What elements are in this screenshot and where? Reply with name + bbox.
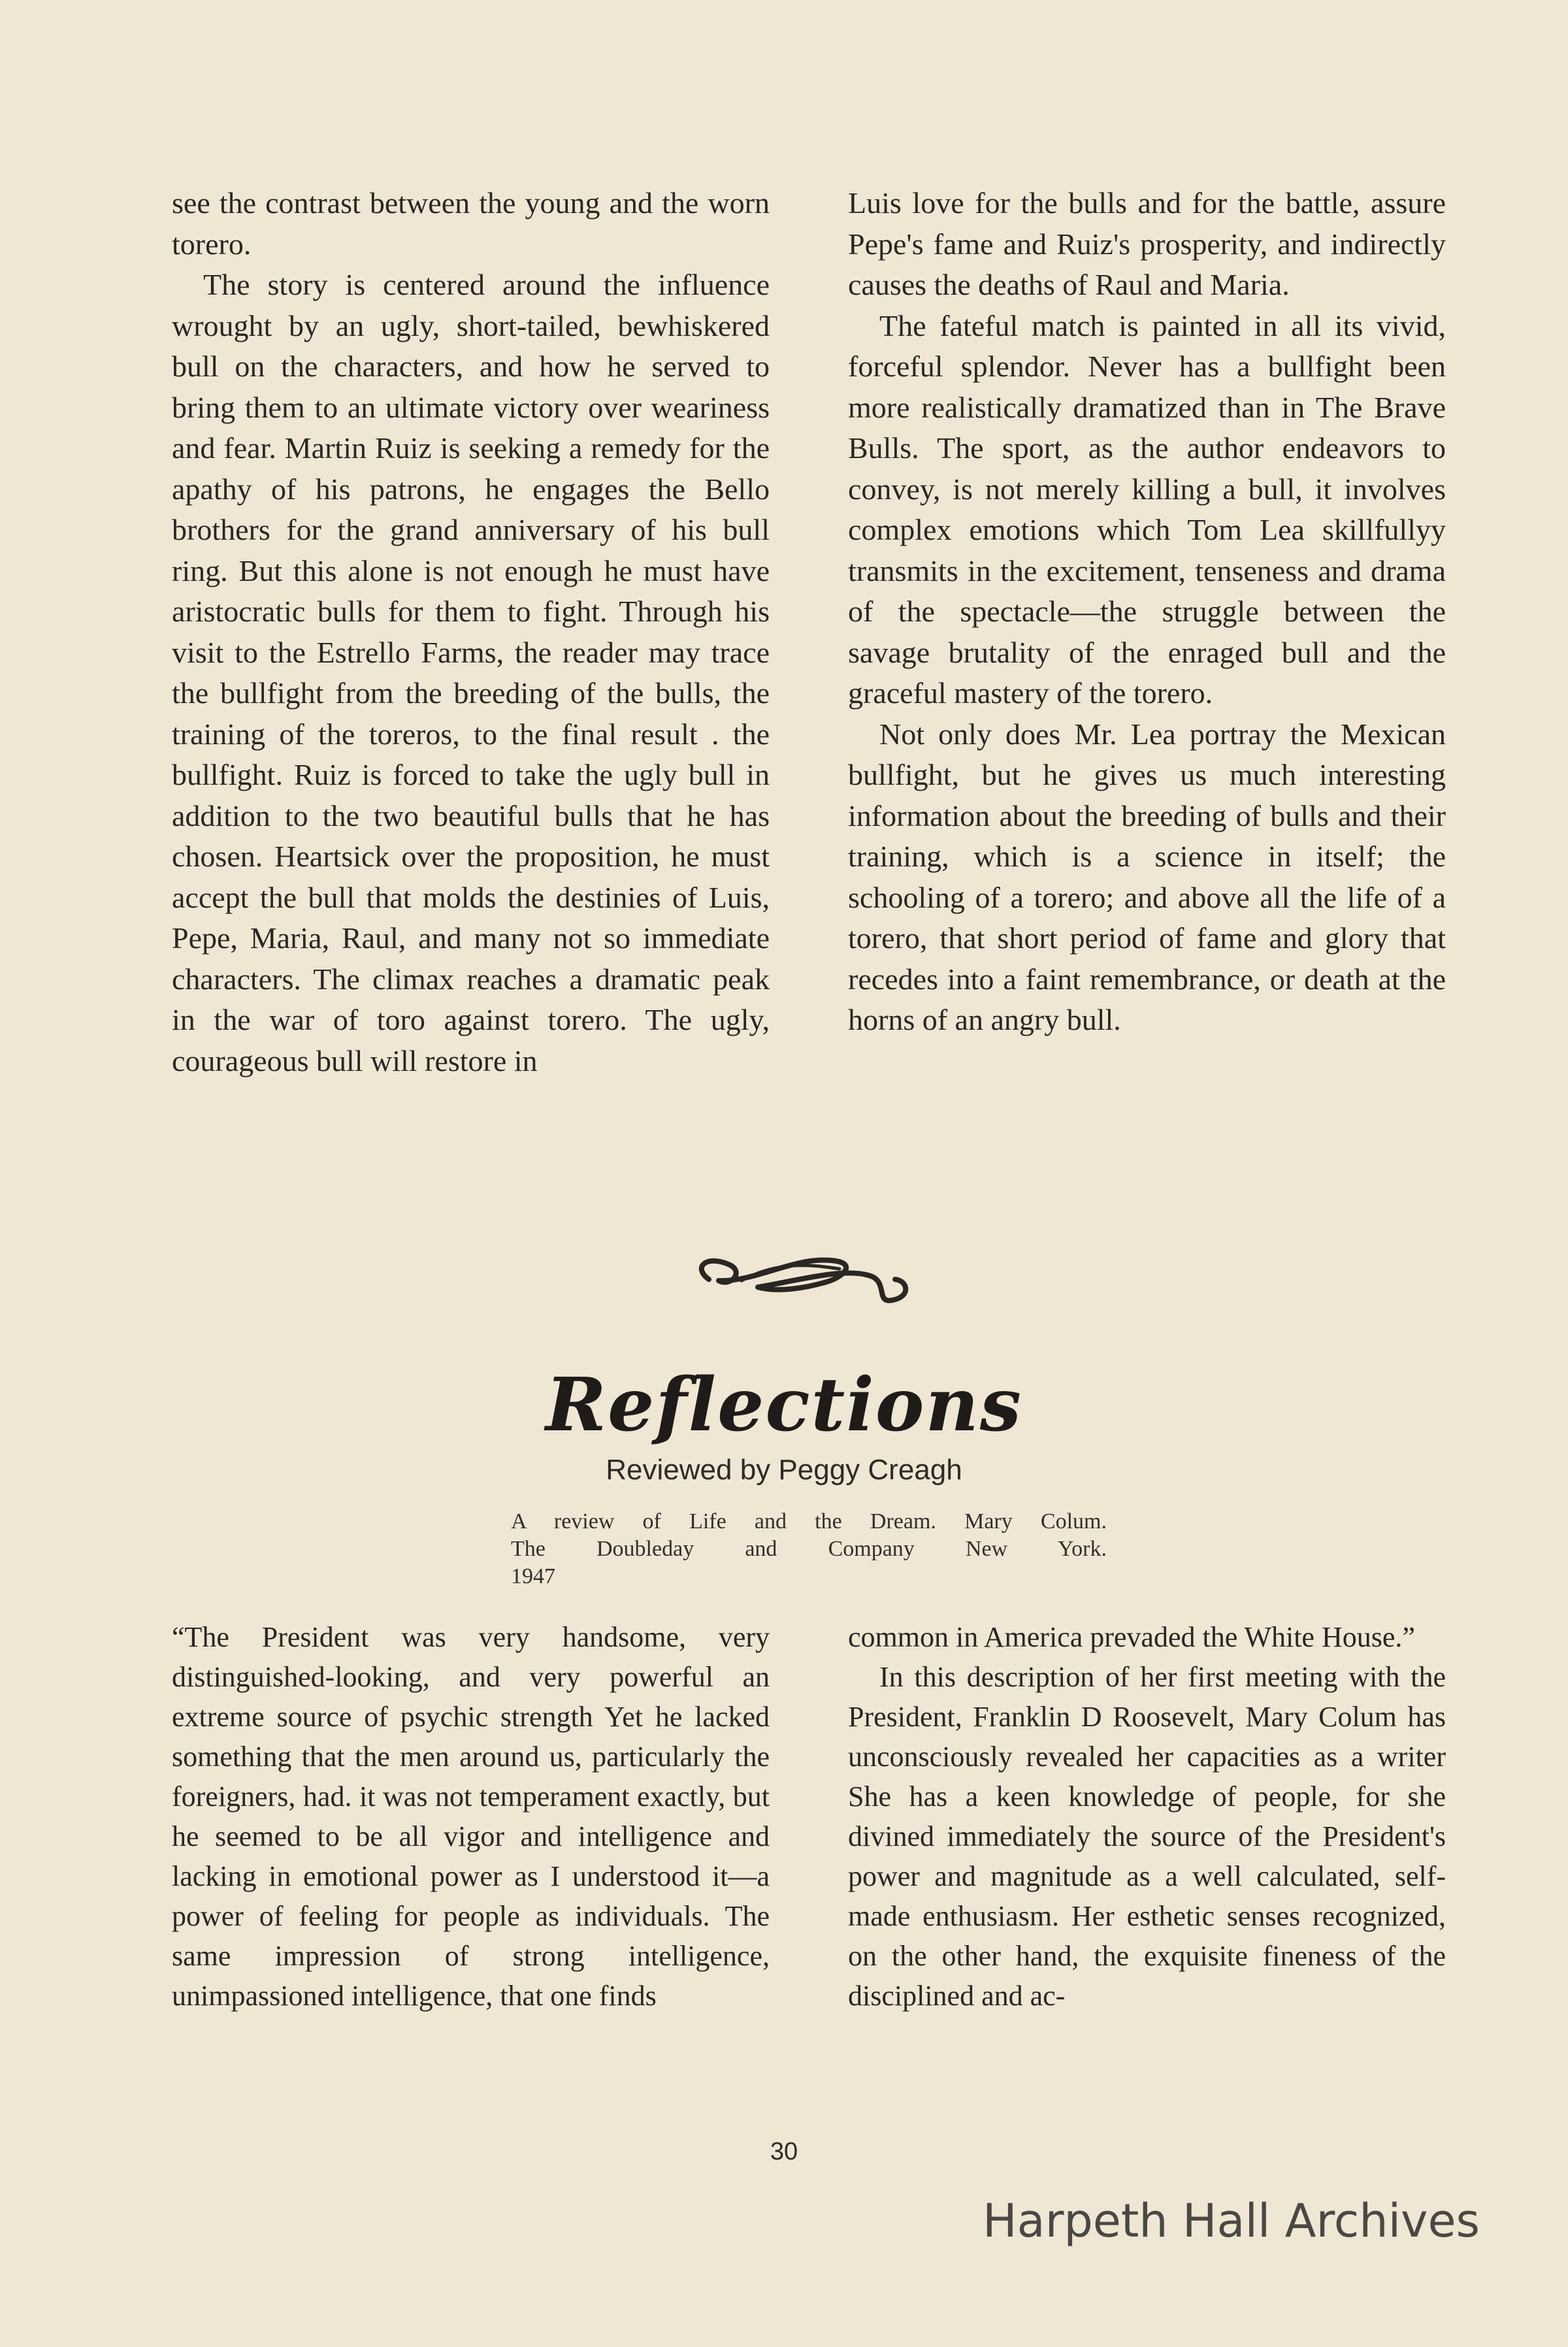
paragraph: In this description of her first meeting with the President, Franklin D Roosevelt, Mary Colum has unconsciously revealed her capacities as a writer She has a keen knowledge of people, for she divined immediately the source of the President's power and magnitude as a well calculated, self-made enthusiasm. Her esthetic senses recognized, on the other hand, the exquisite fineness of the disciplined and ac- [848,1661,1446,2012]
flourish-ornament-icon [679,1241,928,1313]
column-bottom-left [172,1617,770,2016]
citation-year: 1947 [511,1564,555,1588]
citation-line: The Doubleday and Company New York. [511,1537,1107,1561]
paragraph: Luis love for the bulls and for the battle, assure Pepe's fame and Ruiz's prosperity, and indirectly causes the deaths of Raul and Maria. [848,186,1446,301]
review-title: Reflections [546,1362,1022,1448]
paragraph: see the contrast between the young and the worn torero. [172,186,770,261]
paragraph: The fateful match is painted in all its vivid, forceful splendor. Never has a bullfight been more realistically dramatized than in The Brave Bulls. The sport, as the author endeavors to convey, is not merely killing a bull, it involves complex emotions which Tom Lea skillfullyy transmits in the excitement, tenseness and drama of the spectacle—the struggle between the savage brutality of the enraged bull and the graceful mastery of the torero. [848,308,1446,710]
page-number: 30 [770,2138,798,2165]
paragraph: The story is centered around the influence wrought by an ugly, short-tailed, bewhiskered bull on the characters, and how he served to bring them to an ultimate victory over weariness and fear. Martin Ruiz is seeking a remedy for the apathy of his patrons, he engages the Bello brothers for the grand anniversary of his bull ring. But this alone is not enough he must have aristocratic bulls for them to fight. Through his visit to the Estrello Farms, the reader may trace the bullfight from the breeding of the bulls, the training of the toreros, to the final result . the bullfight. Ruiz is forced to take the ugly bull in addition to the two beautiful bulls that he has chosen. Heartsick over the proposition, he must accept the bull that molds the destinies of Luis, Pepe, Maria, Raul, and many not so immediate characters. The climax reaches a dramatic peak in the war of toro against torero. The ugly, courageous bull will restore in [172,268,770,1077]
archive-watermark: Harpeth Hall Archives [983,2194,1480,2248]
book-citation [511,1508,1107,1590]
column-bottom-right [848,1617,1446,2016]
citation-line: A review of Life and the Dream. Mary Colum. [511,1509,1107,1534]
column-top-right [848,183,1446,1041]
paragraph: “The President was very handsome, very distinguished-looking, and very powerful an extreme source of psychic strength Yet he lacked something that the men around us, particularly the foreigners, had. it was not temperament exactly, but he seemed to be all vigor and intelligence and lacking in emotional power as I understood it—a power of feeling for people as individuals. The same impression of strong intelligence, unimpassioned intelligence, that one finds [172,1621,770,2012]
paragraph: common in America prevaded the White House.” [848,1621,1415,1653]
paragraph: Not only does Mr. Lea portray the Mexican bullfight, but he gives us much interesting information about the breeding of bulls and their training, which is a science in itself; the schooling of a torero; and above all the life of a torero, that short period of fame and glory that recedes into a faint remembrance, or death at the horns of an angry bull. [848,717,1446,1036]
column-top-left [172,183,770,1081]
review-byline: Reviewed by Peggy Creagh [606,1454,962,1486]
